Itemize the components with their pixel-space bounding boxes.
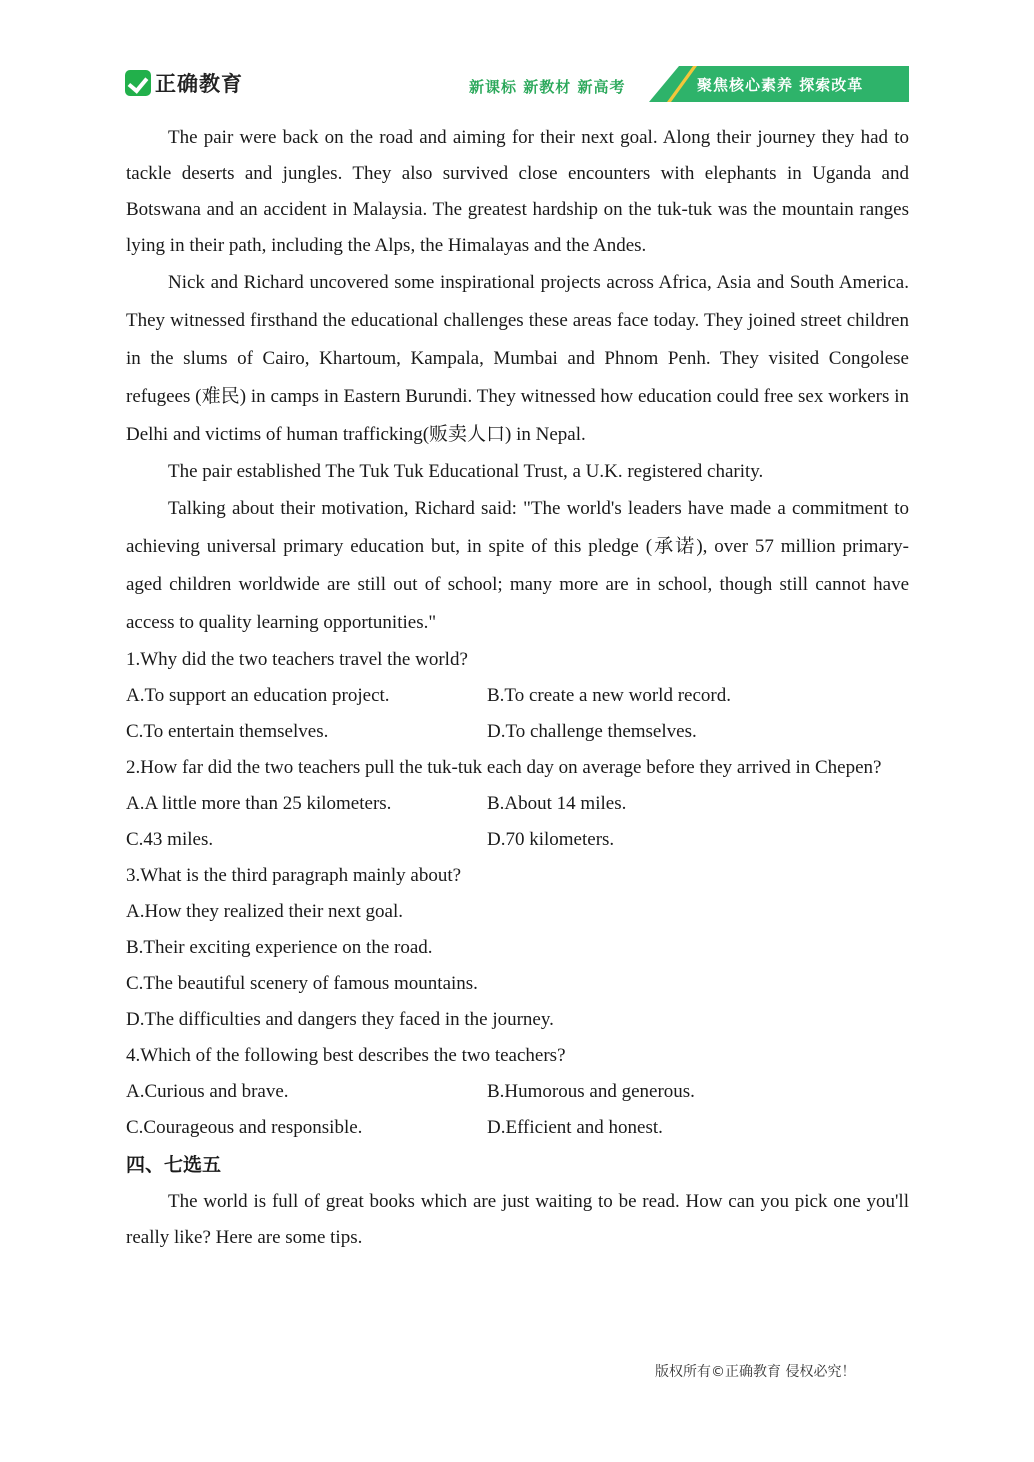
page-header (125, 66, 909, 102)
options-row (126, 786, 909, 822)
option-d: D.70 kilometers. (487, 829, 615, 850)
option-b: B.To create a new world record. (487, 685, 731, 706)
options-row (126, 1110, 909, 1146)
question-1: 1.Why did the two teachers travel the world? (126, 649, 468, 670)
question-4: 4.Which of the following best describes the two teachers? (126, 1045, 566, 1066)
options-row (126, 678, 909, 714)
option-b: B.About 14 miles. (487, 793, 627, 814)
option-a: A.A little more than 25 kilometers. (126, 793, 392, 814)
option-c: C.To entertain themselves. (126, 721, 329, 742)
option-c: C.Courageous and responsible. (126, 1117, 363, 1138)
brand-logo (125, 68, 243, 98)
option-d: D.The difficulties and dangers they faced in the journey. (126, 1009, 554, 1030)
question-3: 3.What is the third paragraph mainly about? (126, 865, 462, 886)
option-d: D.Efficient and honest. (487, 1117, 663, 1138)
passage-paragraph: The pair established The Tuk Tuk Educational Trust, a U.K. registered charity. (168, 461, 764, 482)
check-icon (125, 70, 151, 96)
option-b: B.Humorous and generous. (487, 1081, 695, 1102)
option-a: A.To support an education project. (126, 685, 390, 706)
options-row (126, 714, 909, 750)
option-d: D.To challenge themselves. (487, 721, 697, 742)
logo-text: 正确教育 (155, 72, 243, 96)
option-a: A.Curious and brave. (126, 1081, 289, 1102)
option-b: B.Their exciting experience on the road. (126, 937, 433, 958)
slogan-right: 聚焦核心素养 探索改革 (697, 76, 864, 94)
passage-paragraph: Nick and Richard uncovered some inspirational projects across Africa, Asia and South America. They witnessed firsthand the educational challenges these areas face today. They joined street children in the slums of Cairo, Khartoum, Kampala, Mumbai and Phnom Penh. They visited Congolese refugees (难民) in camps in Eastern Burundi. They witnessed how education could free sex workers in Delhi and victims of human trafficking(贩卖人口) in Nepal. (126, 272, 909, 445)
question-2: 2.How far did the two teachers pull the tuk-tuk each day on average before they arrived in Chepen? (126, 757, 882, 778)
passage-paragraph: The pair were back on the road and aiming for their next goal. Along their journey they had to tackle deserts and jungles. They also survived close encounters with elephants in Uganda and Botswana and an accident in Malaysia. The greatest hardship on the tuk-tuk was the mountain ranges lying in their path, including the Alps, the Himalayas and the Andes. (126, 127, 909, 256)
slogan-left: 新课标 新教材 新高考 (469, 78, 626, 96)
option-a: A.How they realized their next goal. (126, 901, 403, 922)
slogan-banner (649, 66, 909, 102)
copyright-footer: 版权所有©正确教育 侵权必究！ (655, 1364, 856, 1380)
section-heading: 四、七选五 (126, 1154, 222, 1176)
options-row (126, 1074, 909, 1110)
document-body (126, 120, 909, 1256)
passage-paragraph: Talking about their motivation, Richard said: "The world's leaders have made a commitment to achieving universal primary education but, in spite of this pledge (承诺), over 57 million primary-aged children worldwide are still out of school; many more are in school, though still cannot have access to quality learning opportunities." (126, 498, 909, 633)
option-c: C.The beautiful scenery of famous mountains. (126, 973, 478, 994)
option-c: C.43 miles. (126, 829, 214, 850)
options-row (126, 822, 909, 858)
section-intro: The world is full of great books which are just waiting to be read. How can you pick one you'll really like? Here are some tips. (126, 1191, 909, 1248)
